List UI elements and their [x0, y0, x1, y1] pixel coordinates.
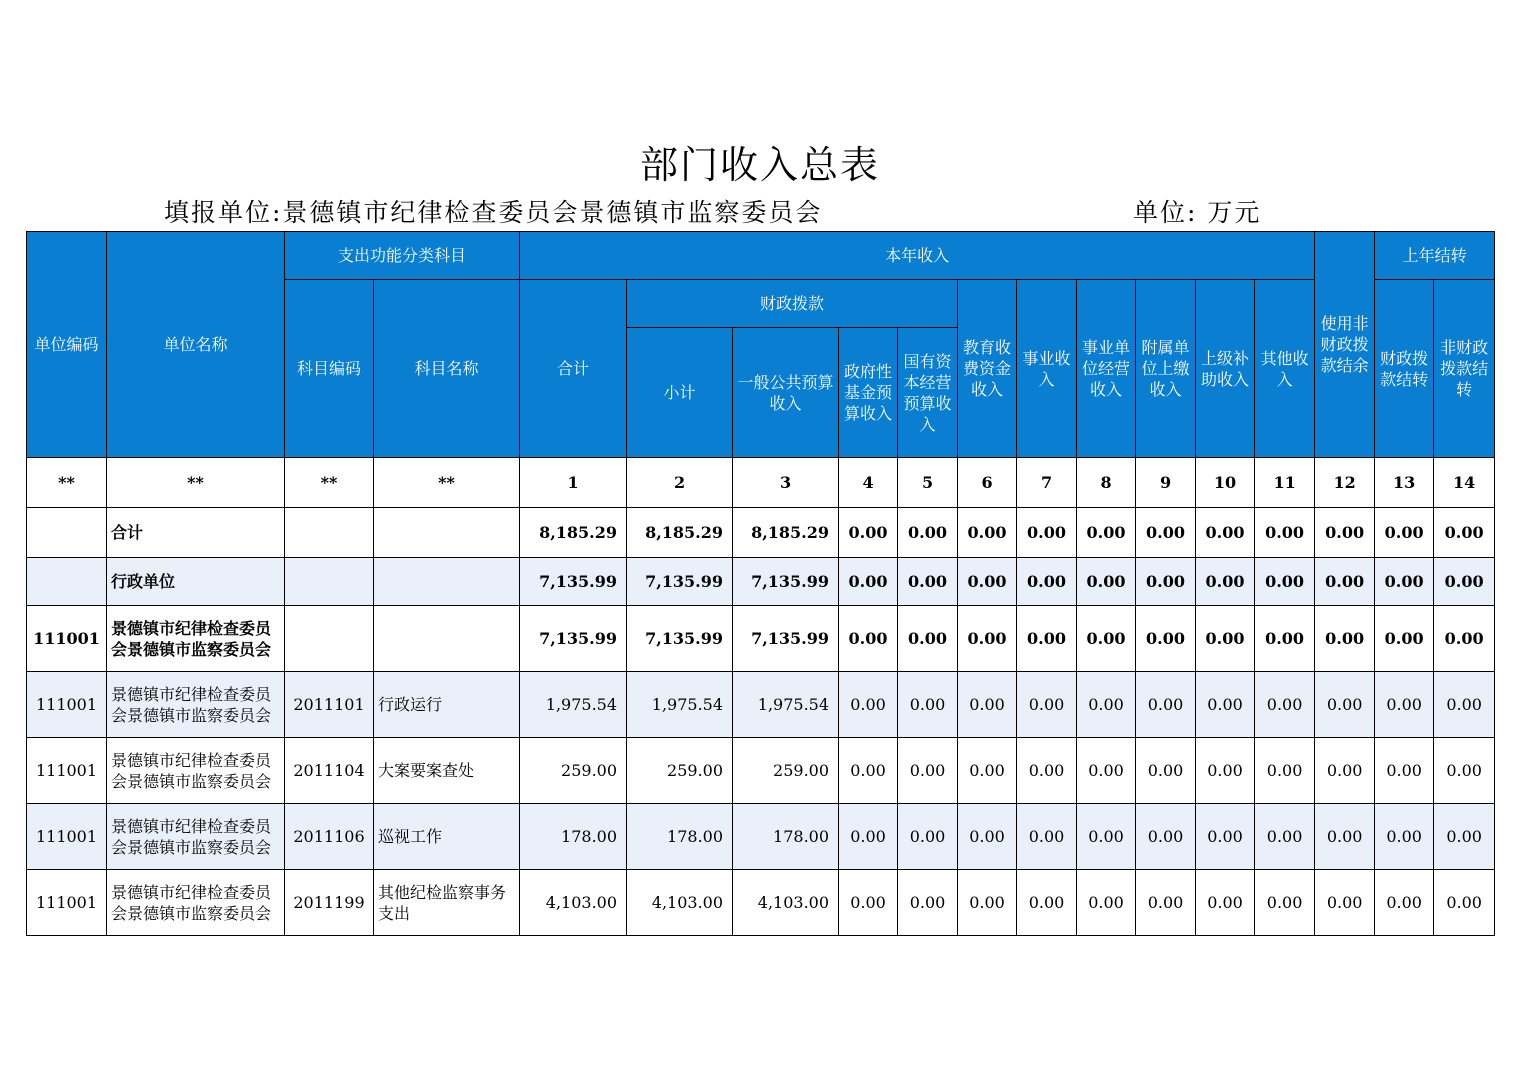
- index-cell: 1: [520, 458, 627, 508]
- value-cell: 0.00: [1136, 738, 1196, 804]
- value-cell: 0.00: [1196, 508, 1255, 558]
- value-cell: 0.00: [1077, 508, 1136, 558]
- value-cell: 0.00: [958, 738, 1017, 804]
- value-cell: 0.00: [1136, 508, 1196, 558]
- value-cell: 0.00: [1196, 870, 1255, 936]
- index-cell: **: [285, 458, 374, 508]
- unit-name-cell: 行政单位: [107, 558, 285, 606]
- unit-name-cell: 景德镇市纪律检查委员会景德镇市监察委员会: [107, 870, 285, 936]
- value-cell: 0.00: [1375, 508, 1434, 558]
- value-cell: 0.00: [1375, 870, 1434, 936]
- value-cell: 0.00: [898, 606, 958, 672]
- value-cell: 0.00: [898, 738, 958, 804]
- value-cell: 7,135.99: [627, 558, 733, 606]
- value-cell: 0.00: [1196, 558, 1255, 606]
- value-cell: 0.00: [1255, 804, 1315, 870]
- value-cell: 0.00: [1017, 508, 1077, 558]
- table-row: [27, 558, 1495, 606]
- value-cell: 0.00: [898, 508, 958, 558]
- income-summary-table: [26, 231, 1495, 936]
- value-cell: 0.00: [1315, 738, 1375, 804]
- index-cell: 10: [1196, 458, 1255, 508]
- value-cell: 0.00: [1196, 738, 1255, 804]
- value-cell: 7,135.99: [520, 558, 627, 606]
- value-cell: 1,975.54: [520, 672, 627, 738]
- value-cell: 0.00: [1315, 672, 1375, 738]
- value-cell: 0.00: [898, 804, 958, 870]
- value-cell: 0.00: [1315, 508, 1375, 558]
- value-cell: 0.00: [1434, 738, 1495, 804]
- unit-code-cell: 111001: [27, 804, 107, 870]
- value-cell: 178.00: [733, 804, 839, 870]
- value-cell: 7,135.99: [733, 558, 839, 606]
- unit-name-cell: 合计: [107, 508, 285, 558]
- index-cell: 8: [1077, 458, 1136, 508]
- value-cell: 0.00: [1434, 508, 1495, 558]
- value-cell: 0.00: [839, 738, 898, 804]
- col-state-capital: 国有资本经营预算收入: [898, 328, 958, 458]
- subject-code-cell: 2011106: [285, 804, 374, 870]
- value-cell: 0.00: [1136, 804, 1196, 870]
- col-subject-name: 科目名称: [374, 280, 520, 458]
- subject-name-cell: 巡视工作: [374, 804, 520, 870]
- value-cell: 259.00: [520, 738, 627, 804]
- value-cell: 259.00: [733, 738, 839, 804]
- subject-name-cell: [374, 558, 520, 606]
- col-business: 事业收入: [1017, 280, 1077, 458]
- value-cell: 0.00: [1255, 558, 1315, 606]
- col-other: 其他收入: [1255, 280, 1315, 458]
- index-cell: 5: [898, 458, 958, 508]
- value-cell: 0.00: [839, 870, 898, 936]
- value-cell: 0.00: [958, 606, 1017, 672]
- value-cell: 0.00: [1136, 672, 1196, 738]
- value-cell: 0.00: [1375, 558, 1434, 606]
- unit-name-cell: 景德镇市纪律检查委员会景德镇市监察委员会: [107, 672, 285, 738]
- value-cell: 1,975.54: [733, 672, 839, 738]
- value-cell: 0.00: [1077, 672, 1136, 738]
- value-cell: 0.00: [1255, 508, 1315, 558]
- col-last-year: 上年结转: [1375, 232, 1495, 280]
- value-cell: 0.00: [1017, 558, 1077, 606]
- value-cell: 0.00: [1255, 870, 1315, 936]
- value-cell: 4,103.00: [627, 870, 733, 936]
- unit-code-cell: [27, 558, 107, 606]
- subject-code-cell: [285, 606, 374, 672]
- value-cell: 0.00: [1077, 606, 1136, 672]
- value-cell: 0.00: [839, 672, 898, 738]
- unit-code-cell: 111001: [27, 870, 107, 936]
- value-cell: 0.00: [1017, 804, 1077, 870]
- fill-unit-label: 填报单位:景德镇市纪律检查委员会景德镇市监察委员会: [164, 198, 823, 227]
- value-cell: 0.00: [1375, 606, 1434, 672]
- unit-name-cell: 景德镇市纪律检查委员会景德镇市监察委员会: [107, 738, 285, 804]
- subject-code-cell: 2011104: [285, 738, 374, 804]
- table-row: [27, 672, 1495, 738]
- value-cell: 0.00: [1375, 804, 1434, 870]
- subject-code-cell: 2011101: [285, 672, 374, 738]
- value-cell: 0.00: [1434, 558, 1495, 606]
- value-cell: 7,135.99: [520, 606, 627, 672]
- index-cell: 7: [1017, 458, 1077, 508]
- value-cell: 0.00: [1077, 870, 1136, 936]
- value-cell: 0.00: [1255, 672, 1315, 738]
- value-cell: 0.00: [958, 870, 1017, 936]
- subject-name-cell: [374, 508, 520, 558]
- value-cell: 178.00: [627, 804, 733, 870]
- col-unit-code: 单位编码: [27, 232, 107, 458]
- value-cell: 4,103.00: [520, 870, 627, 936]
- col-operating: 事业单位经营收入: [1077, 280, 1136, 458]
- index-cell: 13: [1375, 458, 1434, 508]
- col-affiliated: 附属单位上缴收入: [1136, 280, 1196, 458]
- value-cell: 0.00: [1375, 672, 1434, 738]
- value-cell: 0.00: [1434, 672, 1495, 738]
- value-cell: 0.00: [1017, 606, 1077, 672]
- value-cell: 0.00: [898, 558, 958, 606]
- value-cell: 0.00: [1136, 870, 1196, 936]
- value-cell: 0.00: [1017, 870, 1077, 936]
- value-cell: 0.00: [1017, 738, 1077, 804]
- value-cell: 0.00: [1315, 804, 1375, 870]
- subject-name-cell: [374, 606, 520, 672]
- col-superior: 上级补助收入: [1196, 280, 1255, 458]
- subject-name-cell: 其他纪检监察事务支出: [374, 870, 520, 936]
- index-cell: **: [27, 458, 107, 508]
- value-cell: 0.00: [1255, 606, 1315, 672]
- value-cell: 0.00: [1434, 804, 1495, 870]
- subject-code-cell: 2011199: [285, 870, 374, 936]
- index-cell: 4: [839, 458, 898, 508]
- col-unit-name: 单位名称: [107, 232, 285, 458]
- index-cell: 2: [627, 458, 733, 508]
- index-cell: **: [374, 458, 520, 508]
- value-cell: 8,185.29: [733, 508, 839, 558]
- value-cell: 0.00: [1434, 870, 1495, 936]
- col-subject-code: 科目编码: [285, 280, 374, 458]
- value-cell: 7,135.99: [627, 606, 733, 672]
- subject-name-cell: 行政运行: [374, 672, 520, 738]
- unit-name-cell: 景德镇市纪律检查委员会景德镇市监察委员会: [107, 606, 285, 672]
- unit-code-cell: 111001: [27, 606, 107, 672]
- subject-code-cell: [285, 508, 374, 558]
- value-cell: 259.00: [627, 738, 733, 804]
- value-cell: 0.00: [839, 558, 898, 606]
- value-cell: 8,185.29: [627, 508, 733, 558]
- index-cell: **: [107, 458, 285, 508]
- value-cell: 0.00: [898, 870, 958, 936]
- value-cell: 0.00: [1196, 804, 1255, 870]
- col-subtotal: 小计: [627, 328, 733, 458]
- index-cell: 14: [1434, 458, 1495, 508]
- value-cell: 0.00: [1315, 870, 1375, 936]
- col-non-fiscal-surplus: 使用非财政拨款结余: [1315, 232, 1375, 458]
- index-cell: 3: [733, 458, 839, 508]
- value-cell: 0.00: [958, 508, 1017, 558]
- value-cell: 0.00: [958, 558, 1017, 606]
- page-title: 部门收入总表: [639, 143, 880, 187]
- col-edu-fee: 教育收费资金收入: [958, 280, 1017, 458]
- value-cell: 0.00: [958, 672, 1017, 738]
- value-cell: 0.00: [1077, 804, 1136, 870]
- index-cell: 6: [958, 458, 1017, 508]
- value-cell: 0.00: [1255, 738, 1315, 804]
- col-total: 合计: [520, 280, 627, 458]
- table-row: [27, 870, 1495, 936]
- value-cell: 0.00: [1077, 738, 1136, 804]
- index-cell: 12: [1315, 458, 1375, 508]
- table-row: [27, 738, 1495, 804]
- unit-label: 单位: 万元: [1133, 198, 1262, 227]
- col-func-group: 支出功能分类科目: [285, 232, 520, 280]
- value-cell: 0.00: [839, 804, 898, 870]
- unit-name-cell: 景德镇市纪律检查委员会景德镇市监察委员会: [107, 804, 285, 870]
- col-this-year: 本年收入: [520, 232, 1315, 280]
- value-cell: 0.00: [1196, 672, 1255, 738]
- unit-code-cell: 111001: [27, 672, 107, 738]
- value-cell: 0.00: [1375, 738, 1434, 804]
- table-row: [27, 508, 1495, 558]
- unit-code-cell: [27, 508, 107, 558]
- index-cell: 11: [1255, 458, 1315, 508]
- index-cell: 9: [1136, 458, 1196, 508]
- index-row: [27, 458, 1495, 508]
- subject-name-cell: 大案要案查处: [374, 738, 520, 804]
- value-cell: 0.00: [1136, 606, 1196, 672]
- col-fiscal-carry: 财政拨款结转: [1375, 280, 1434, 458]
- value-cell: 1,975.54: [627, 672, 733, 738]
- col-gov-fund: 政府性基金预算收入: [839, 328, 898, 458]
- value-cell: 0.00: [839, 508, 898, 558]
- table-row: [27, 804, 1495, 870]
- value-cell: 7,135.99: [733, 606, 839, 672]
- value-cell: 4,103.00: [733, 870, 839, 936]
- value-cell: 8,185.29: [520, 508, 627, 558]
- value-cell: 178.00: [520, 804, 627, 870]
- value-cell: 0.00: [1315, 606, 1375, 672]
- value-cell: 0.00: [958, 804, 1017, 870]
- value-cell: 0.00: [1136, 558, 1196, 606]
- unit-code-cell: 111001: [27, 738, 107, 804]
- col-general: 一般公共预算收入: [733, 328, 839, 458]
- col-non-fiscal-carry: 非财政拨款结转: [1434, 280, 1495, 458]
- value-cell: 0.00: [898, 672, 958, 738]
- col-fiscal: 财政拨款: [627, 280, 958, 328]
- subject-code-cell: [285, 558, 374, 606]
- value-cell: 0.00: [1017, 672, 1077, 738]
- table-row: [27, 606, 1495, 672]
- value-cell: 0.00: [1315, 558, 1375, 606]
- value-cell: 0.00: [1434, 606, 1495, 672]
- value-cell: 0.00: [1196, 606, 1255, 672]
- value-cell: 0.00: [839, 606, 898, 672]
- value-cell: 0.00: [1077, 558, 1136, 606]
